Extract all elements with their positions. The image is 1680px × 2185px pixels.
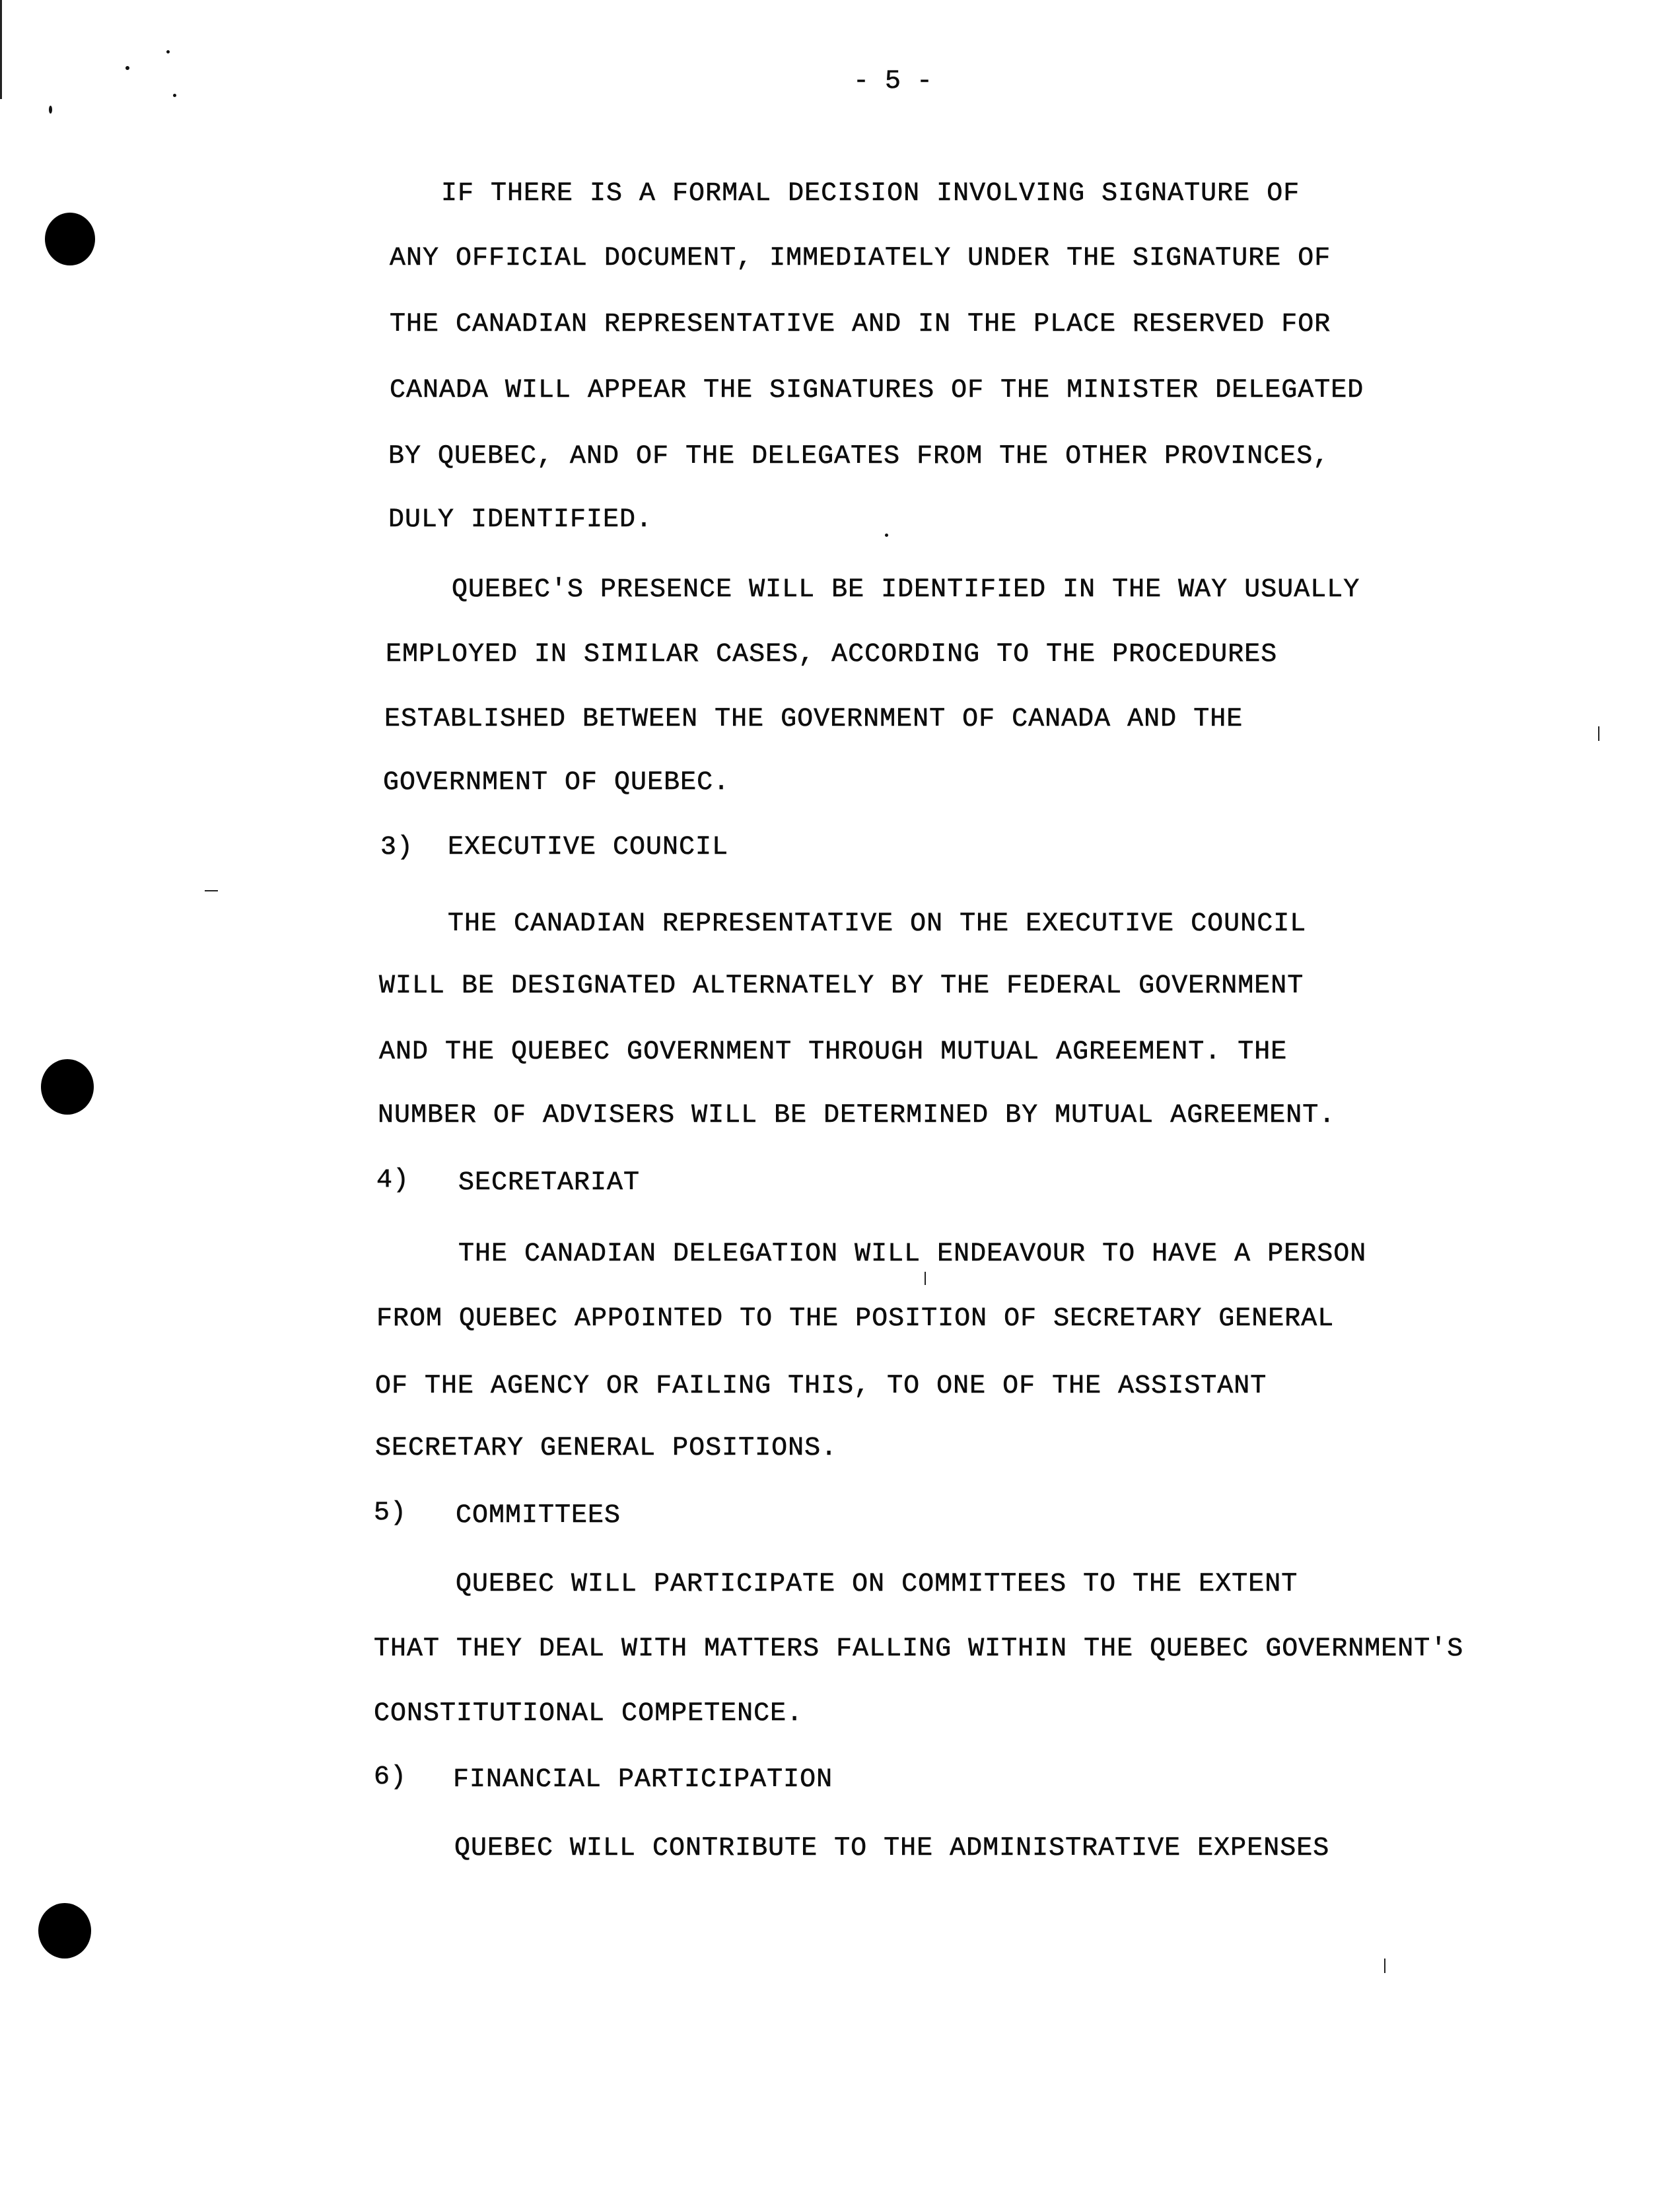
punch-hole-middle <box>41 1059 94 1115</box>
presence-paragraph-line: ESTABLISHED BETWEEN THE GOVERNMENT OF CANADA AND THE <box>384 705 1243 734</box>
presence-paragraph-line: QUEBEC'S PRESENCE WILL BE IDENTIFIED IN THE WAY USUALLY <box>452 575 1360 605</box>
scan-edge-mark <box>205 890 218 891</box>
secretariat-paragraph-line: THE CANADIAN DELEGATION WILL ENDEAVOUR TO HAVE A PERSON <box>458 1239 1367 1269</box>
signature-paragraph-line: CANADA WILL APPEAR THE SIGNATURES OF THE MINISTER DELEGATED <box>390 376 1364 405</box>
financial-participation-paragraph-line: QUEBEC WILL CONTRIBUTE TO THE ADMINISTRATIVE EXPENSES <box>454 1834 1330 1863</box>
scan-edge-mark <box>1598 726 1599 741</box>
section-number: 6) <box>374 1762 407 1792</box>
section-heading: SECRETARIAT <box>458 1168 641 1198</box>
committees-paragraph-line: THAT THEY DEAL WITH MATTERS FALLING WITHIN THE QUEBEC GOVERNMENT'S <box>374 1634 1464 1664</box>
presence-paragraph-line: GOVERNMENT OF QUEBEC. <box>383 768 730 798</box>
executive-council-paragraph-line: AND THE QUEBEC GOVERNMENT THROUGH MUTUAL AGREEMENT. THE <box>379 1037 1288 1067</box>
signature-paragraph-line: ANY OFFICIAL DOCUMENT, IMMEDIATELY UNDER THE SIGNATURE OF <box>390 244 1331 273</box>
section-number: 4) <box>376 1165 410 1195</box>
executive-council-paragraph-line: WILL BE DESIGNATED ALTERNATELY BY THE FEDERAL GOVERNMENT <box>379 971 1304 1001</box>
signature-paragraph-line: DULY IDENTIFIED. <box>388 505 653 535</box>
scan-speck <box>125 66 129 70</box>
scan-speck <box>885 534 888 537</box>
signature-paragraph-line: BY QUEBEC, AND OF THE DELEGATES FROM THE OTHER PROVINCES, <box>388 442 1330 471</box>
signature-paragraph-line: THE CANADIAN REPRESENTATIVE AND IN THE PLACE RESERVED FOR <box>390 310 1331 339</box>
section-heading: EXECUTIVE COUNCIL <box>448 833 729 862</box>
scan-speck <box>49 106 52 114</box>
section-number: 5) <box>374 1498 407 1528</box>
secretariat-paragraph-line: OF THE AGENCY OR FAILING THIS, TO ONE OF THE ASSISTANT <box>375 1371 1267 1401</box>
signature-paragraph-line: IF THERE IS A FORMAL DECISION INVOLVING SIGNATURE OF <box>441 179 1300 209</box>
section-heading: FINANCIAL PARTICIPATION <box>453 1765 833 1795</box>
page-number: - 5 - <box>853 67 933 96</box>
secretariat-paragraph-line: SECRETARY GENERAL POSITIONS. <box>375 1434 838 1463</box>
secretariat-paragraph-line: FROM QUEBEC APPOINTED TO THE POSITION OF SECRETARY GENERAL <box>376 1304 1335 1334</box>
punch-hole-bottom <box>38 1903 91 1959</box>
committees-paragraph-line: QUEBEC WILL PARTICIPATE ON COMMITTEES TO THE EXTENT <box>456 1570 1298 1599</box>
committees-paragraph-line: CONSTITUTIONAL COMPETENCE. <box>374 1699 804 1729</box>
scan-speck <box>173 94 176 97</box>
section-number: 3) <box>380 833 414 862</box>
scan-speck <box>166 50 170 53</box>
executive-council-paragraph-line: THE CANADIAN REPRESENTATIVE ON THE EXECUTIVE COUNCIL <box>448 909 1307 939</box>
section-heading: COMMITTEES <box>456 1501 621 1531</box>
punch-hole-top <box>45 213 95 265</box>
executive-council-paragraph-line: NUMBER OF ADVISERS WILL BE DETERMINED BY MUTUAL AGREEMENT. <box>378 1101 1336 1130</box>
scan-edge-mark <box>925 1272 926 1285</box>
scan-edge-mark <box>0 0 2 99</box>
scan-edge-mark <box>1384 1959 1385 1973</box>
presence-paragraph-line: EMPLOYED IN SIMILAR CASES, ACCORDING TO THE PROCEDURES <box>386 640 1278 670</box>
